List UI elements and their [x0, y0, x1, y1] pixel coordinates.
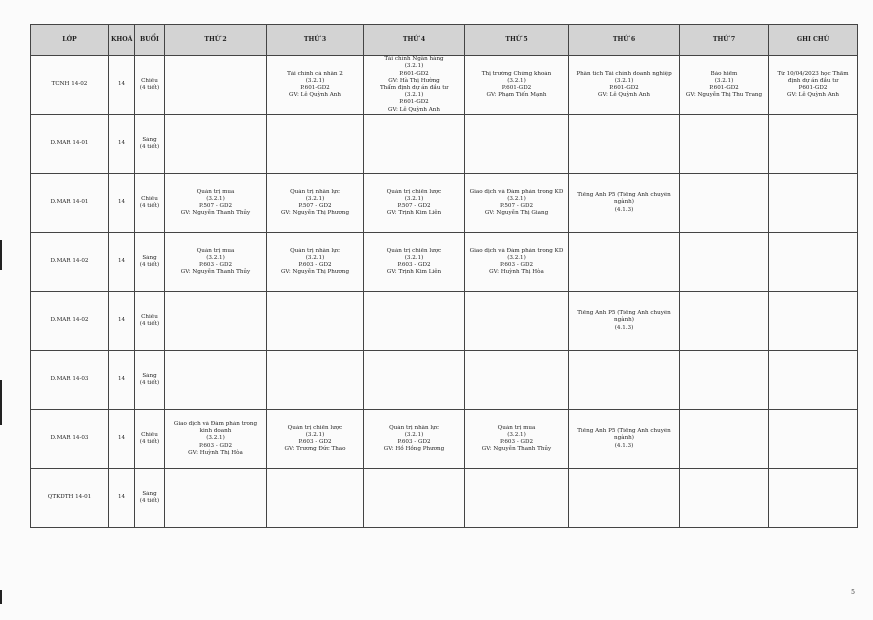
cell-text: Phân tích Tài chính doanh nghiệp (3.2.1) P.601-GD2 GV: Lê Quỳnh Anh	[576, 70, 672, 99]
cell-t3	[267, 351, 364, 410]
cell-t5	[465, 292, 569, 351]
cell-t2	[165, 410, 267, 469]
cell-t6	[569, 115, 680, 174]
cell-lop	[31, 469, 109, 528]
cell-t5	[465, 233, 569, 292]
cell-khoa	[109, 469, 135, 528]
cell-text: Tiếng Anh P5 (Tiếng Anh chuyên ngành) (4.1.3)	[577, 310, 671, 331]
cell-t2	[165, 233, 267, 292]
cell-t6	[569, 233, 680, 292]
cell-t3	[267, 174, 364, 233]
cell-t5	[465, 56, 569, 115]
cell-text: Chiều (4 tiết)	[139, 77, 160, 91]
table-row	[31, 56, 858, 115]
cell-text: Quản trị mua (3.2.1) P.603 - GD2 GV: Nguyễn Thanh Thủy	[180, 247, 251, 276]
cell-text: Quản trị nhân lực (3.2.1) P.603 - GD2 GV: Nguyễn Thị Phương	[280, 247, 350, 276]
cell-t3	[267, 233, 364, 292]
cell-t7	[680, 410, 769, 469]
cell-text: Sáng (4 tiết)	[139, 254, 160, 268]
cell-t5	[465, 410, 569, 469]
page-number: 5	[851, 589, 855, 596]
cell-ghichu	[769, 410, 858, 469]
cell-t4	[364, 351, 465, 410]
cell-t4	[364, 469, 465, 528]
cell-t7	[680, 56, 769, 115]
cell-t7	[680, 292, 769, 351]
cell-text: 14	[117, 140, 126, 147]
cell-buoi	[135, 351, 165, 410]
cell-text: 14	[117, 81, 126, 88]
cell-text: Giao dịch và Đàm phán trong KD (3.2.1) P.603 - GD2 GV: Huỳnh Thị Hòa	[469, 247, 564, 276]
table-row	[31, 292, 858, 351]
cell-text: 14	[117, 376, 126, 383]
col-header-thu2: THỨ 2	[165, 25, 267, 56]
cell-text: TCNH 14-02	[51, 81, 88, 88]
cell-ghichu	[769, 233, 858, 292]
cell-t2	[165, 56, 267, 115]
cell-t6	[569, 410, 680, 469]
schedule-table	[30, 24, 858, 528]
cell-text: Từ 10/04/2023 học Thẩm định dự án đầu tư P601-GD2 GV: Lê Quỳnh Anh	[777, 70, 849, 99]
cell-text: D.MAR 14-01	[50, 140, 89, 147]
cell-text: D.MAR 14-01	[50, 199, 89, 206]
cell-lop	[31, 410, 109, 469]
cell-text: Sáng (4 tiết)	[139, 490, 160, 504]
cell-t7	[680, 351, 769, 410]
cell-t4	[364, 233, 465, 292]
col-header-ghichu: GHI CHÚ	[769, 25, 858, 56]
cell-ghichu	[769, 292, 858, 351]
cell-t5	[465, 115, 569, 174]
cell-t5	[465, 351, 569, 410]
cell-t3	[267, 469, 364, 528]
cell-text: Quản trị nhân lực (3.2.1) P.603 - GD2 GV: Hồ Hồng Phương	[383, 424, 445, 453]
cell-text: Quản trị chiến lược (3.2.1) P.603 - GD2 GV: Trương Đức Thao	[284, 424, 346, 453]
cell-khoa	[109, 292, 135, 351]
cell-text: Thị trường Chứng khoán (3.2.1) P.601-GD2 GV: Phạm Tiến Mạnh	[481, 70, 552, 99]
col-header-thu3: THỨ 3	[267, 25, 364, 56]
cell-text: Quản trị chiến lược (3.2.1) P.507 - GD2 GV: Trịnh Kim Liên	[386, 188, 442, 217]
cell-ghichu	[769, 351, 858, 410]
cell-t7	[680, 233, 769, 292]
table-row	[31, 174, 858, 233]
cell-t2	[165, 174, 267, 233]
col-header-khoa: KHOÁ	[109, 25, 135, 56]
cell-lop	[31, 292, 109, 351]
cell-t4	[364, 174, 465, 233]
cell-t6	[569, 56, 680, 115]
cell-lop	[31, 56, 109, 115]
table-row	[31, 410, 858, 469]
cell-text: Chiều (4 tiết)	[139, 431, 160, 445]
cell-ghichu	[769, 56, 858, 115]
cell-lop	[31, 233, 109, 292]
cell-text: 14	[117, 494, 126, 501]
cell-text: Tiếng Anh P5 (Tiếng Anh chuyên ngành) (4.1.3)	[577, 192, 671, 213]
cell-t5	[465, 174, 569, 233]
cell-text: 14	[117, 317, 126, 324]
cell-buoi	[135, 233, 165, 292]
cell-khoa	[109, 174, 135, 233]
cell-t2	[165, 115, 267, 174]
cell-t6	[569, 351, 680, 410]
cell-text: D.MAR 14-03	[50, 435, 89, 442]
col-header-thu7: THỨ 7	[680, 25, 769, 56]
cell-text: Tài chính cá nhân 2 (3.2.1) P.601-GD2 GV: Lê Quỳnh Anh	[287, 70, 343, 99]
cell-t2	[165, 469, 267, 528]
cell-text: Chiều (4 tiết)	[139, 313, 160, 327]
cell-t2	[165, 292, 267, 351]
cell-khoa	[109, 410, 135, 469]
cell-t4	[364, 292, 465, 351]
cell-t3	[267, 410, 364, 469]
cell-t6	[569, 292, 680, 351]
cell-text: D.MAR 14-02	[50, 258, 89, 265]
cell-text: Quản trị mua (3.2.1) P.507 - GD2 GV: Nguyễn Thanh Thủy	[180, 188, 251, 217]
cell-text: Bảo hiểm (3.2.1) P.601-GD2 GV: Nguyễn Thị Thu Trang	[685, 70, 763, 99]
cell-text: Quản trị mua (3.2.1) P.603 - GD2 GV: Nguyễn Thanh Thủy	[481, 424, 552, 453]
cell-lop	[31, 174, 109, 233]
cell-text: 14	[117, 199, 126, 206]
margin-mark	[0, 240, 2, 270]
margin-mark	[0, 380, 2, 425]
cell-text: D.MAR 14-02	[50, 317, 89, 324]
cell-t2	[165, 351, 267, 410]
cell-text: 14	[117, 435, 126, 442]
cell-t3	[267, 56, 364, 115]
col-header-thu5: THỨ 5	[465, 25, 569, 56]
cell-t6	[569, 174, 680, 233]
cell-text: QTKDTH 14-01	[47, 494, 92, 501]
cell-t7	[680, 115, 769, 174]
cell-ghichu	[769, 115, 858, 174]
col-header-lop: LỚP	[31, 25, 109, 56]
col-header-thu4: THỨ 4	[364, 25, 465, 56]
cell-lop	[31, 115, 109, 174]
cell-ghichu	[769, 469, 858, 528]
cell-t4	[364, 56, 465, 115]
cell-text: Sáng (4 tiết)	[139, 136, 160, 150]
cell-t7	[680, 469, 769, 528]
cell-t7	[680, 174, 769, 233]
cell-buoi	[135, 115, 165, 174]
cell-text: Giao dịch và Đàm phán trong KD (3.2.1) P.507 - GD2 GV: Nguyễn Thị Giang	[469, 188, 564, 217]
col-header-thu6: THỨ 6	[569, 25, 680, 56]
table-row	[31, 469, 858, 528]
cell-buoi	[135, 410, 165, 469]
cell-khoa	[109, 233, 135, 292]
cell-buoi	[135, 469, 165, 528]
cell-text: Quản trị chiến lược (3.2.1) P.603 - GD2 GV: Trịnh Kim Liên	[386, 247, 442, 276]
cell-text: Quản trị nhân lực (3.2.1) P.507 - GD2 GV: Nguyễn Thị Phương	[280, 188, 350, 217]
cell-buoi	[135, 292, 165, 351]
cell-khoa	[109, 56, 135, 115]
cell-khoa	[109, 351, 135, 410]
table-row	[31, 351, 858, 410]
cell-buoi	[135, 56, 165, 115]
cell-text: Tiếng Anh P5 (Tiếng Anh chuyên ngành) (4.1.3)	[577, 428, 671, 449]
cell-text: Chiều (4 tiết)	[139, 195, 160, 209]
cell-text: Giao dịch và Đàm phán trong kinh doanh (3.2.1) P.603 - GD2 GV: Huỳnh Thị Hòa	[173, 420, 258, 456]
header-row	[31, 25, 858, 56]
cell-khoa	[109, 115, 135, 174]
cell-t3	[267, 115, 364, 174]
table-row	[31, 233, 858, 292]
cell-text: D.MAR 14-03	[50, 376, 89, 383]
margin-mark	[0, 590, 2, 604]
cell-t4	[364, 410, 465, 469]
cell-text: 14	[117, 258, 126, 265]
col-header-buoi: BUỔI	[135, 25, 165, 56]
cell-lop	[31, 351, 109, 410]
cell-t3	[267, 292, 364, 351]
cell-ghichu	[769, 174, 858, 233]
cell-text: Tài chính Ngân hàng (3.2.1) P.601-GD2 GV: Hà Thị Hường Thẩm định dự án đầu tư (3.2.1) P.601-GD2 GV: Lê Quỳnh Anh	[379, 56, 449, 113]
cell-buoi	[135, 174, 165, 233]
cell-t6	[569, 469, 680, 528]
cell-t5	[465, 469, 569, 528]
cell-t4	[364, 115, 465, 174]
cell-text: Sáng (4 tiết)	[139, 372, 160, 386]
table-row	[31, 115, 858, 174]
